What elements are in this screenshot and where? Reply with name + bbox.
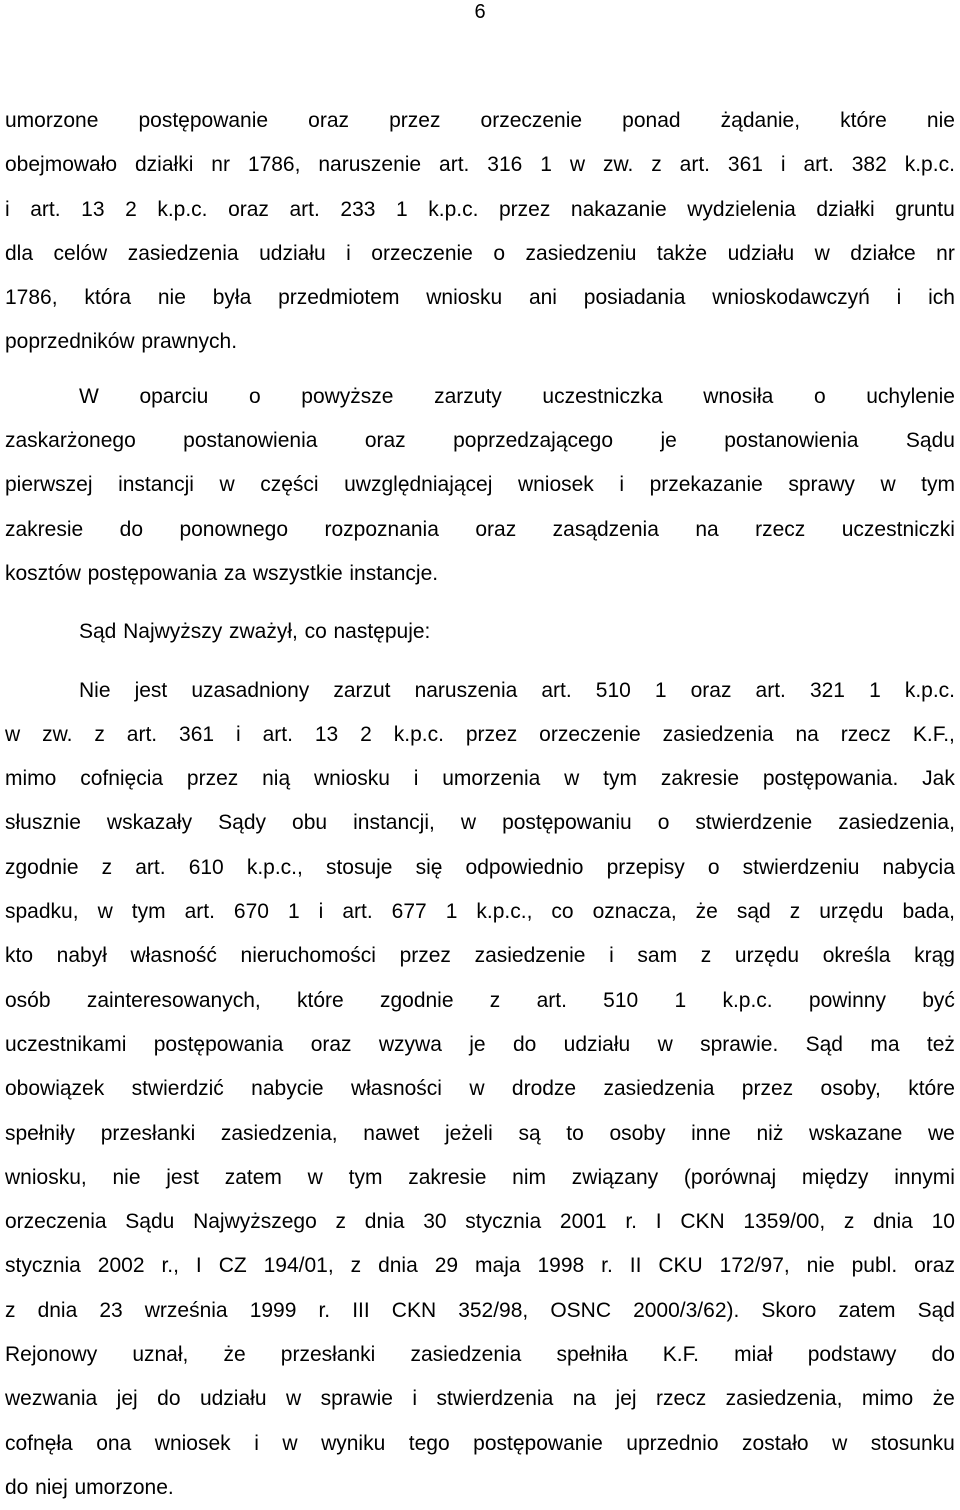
text-line: kto nabył własność nieruchomości przez zasiedzenie i sam z urzędu określa krąg (5, 944, 955, 968)
text-line: W oparciu o powyższe zarzuty uczestniczka wnosiła o uchylenie (79, 384, 955, 408)
text-line: zakresie do ponownego rozpoznania oraz zasądzenia na rzecz uczestniczki (5, 517, 955, 541)
text-line: osób zainteresowanych, które zgodnie z art. 510 1 k.p.c. powinny być (5, 988, 955, 1012)
text-line: słusznie wskazały Sądy obu instancji, w postępowaniu o stwierdzenie zasiedzenia, (5, 811, 955, 835)
paragraph-p4 (5, 669, 955, 1510)
text-line: Nie jest uzasadniony zarzut naruszenia art. 510 1 oraz art. 321 1 k.p.c. (79, 678, 955, 702)
text-line: spadku, w tym art. 670 1 i art. 677 1 k.p.c., co oznacza, że sąd z urzędu bada, (5, 900, 955, 924)
document-body (5, 99, 955, 1510)
text-line: Rejonowy uznał, że przesłanki zasiedzenia spełniła K.F. miał podstawy do (5, 1343, 955, 1367)
text-line: 1786, która nie była przedmiotem wniosku ani posiadania wnioskodawczyń i ich (5, 286, 955, 310)
paragraph-p3 (5, 610, 955, 654)
text-line: zaskarżonego postanowienia oraz poprzedzającego je postanowienia Sądu (5, 429, 955, 453)
text-line: dla celów zasiedzenia udziału i orzeczenie o zasiedzeniu także udziału w działce nr (5, 241, 955, 265)
text-line: wniosku, nie jest zatem w tym zakresie nim związany (porównaj między innymi (5, 1165, 955, 1189)
text-line: do niej umorzone. (5, 1475, 174, 1499)
text-line: uczestnikami postępowania oraz wzywa je do udziału w sprawie. Sąd ma też (5, 1032, 955, 1056)
text-line: pierwszej instancji w części uwzględniającej wniosek i przekazanie sprawy w tym (5, 473, 955, 497)
text-line: z dnia 23 września 1999 r. III CKN 352/98, OSNC 2000/3/62). Skoro zatem Sąd (5, 1298, 955, 1322)
text-line: zgodnie z art. 610 k.p.c., stosuje się odpowiednio przepisy o stwierdzeniu nabycia (5, 855, 955, 879)
text-line: w zw. z art. 361 i art. 13 2 k.p.c. przez orzeczenie zasiedzenia na rzecz K.F., (5, 722, 955, 746)
paragraph-p1 (5, 99, 955, 365)
text-line: orzeczenia Sądu Najwyższego z dnia 30 stycznia 2001 r. I CKN 1359/00, z dnia 10 (5, 1210, 955, 1234)
text-line: obowiązek stwierdzić nabycie własności w drodze zasiedzenia przez osoby, które (5, 1077, 955, 1101)
text-line: stycznia 2002 r., I CZ 194/01, z dnia 29 maja 1998 r. II CKU 172/97, nie publ. oraz (5, 1254, 955, 1278)
text-line: cofnęła ona wniosek i w wyniku tego postępowanie uprzednio zostało w stosunku (5, 1431, 955, 1455)
text-line: i art. 13 2 k.p.c. oraz art. 233 1 k.p.c. przez nakazanie wydzielenia działki gruntu (5, 197, 955, 221)
text-line: spełniły przesłanki zasiedzenia, nawet jeżeli są to osoby inne niż wskazane we (5, 1121, 955, 1145)
text-line: obejmowało działki nr 1786, naruszenie art. 316 1 w zw. z art. 361 i art. 382 k.p.c. (5, 153, 955, 177)
paragraph-p2 (5, 375, 955, 596)
text-line: wezwania jej do udziału w sprawie i stwierdzenia na jej rzecz zasiedzenia, mimo że (5, 1387, 955, 1411)
text-line: poprzedników prawnych. (5, 330, 238, 354)
text-line: umorzone postępowanie oraz przez orzeczenie ponad żądanie, które nie (5, 109, 955, 132)
text-line: mimo cofnięcia przez nią wniosku i umorzenia w tym zakresie postępowania. Jak (5, 767, 955, 791)
text-line: kosztów postępowania za wszystkie instancje. (5, 561, 439, 585)
page-number: 6 (474, 1, 486, 23)
text-line: Sąd Najwyższy zważył, co następuje: (79, 620, 431, 644)
